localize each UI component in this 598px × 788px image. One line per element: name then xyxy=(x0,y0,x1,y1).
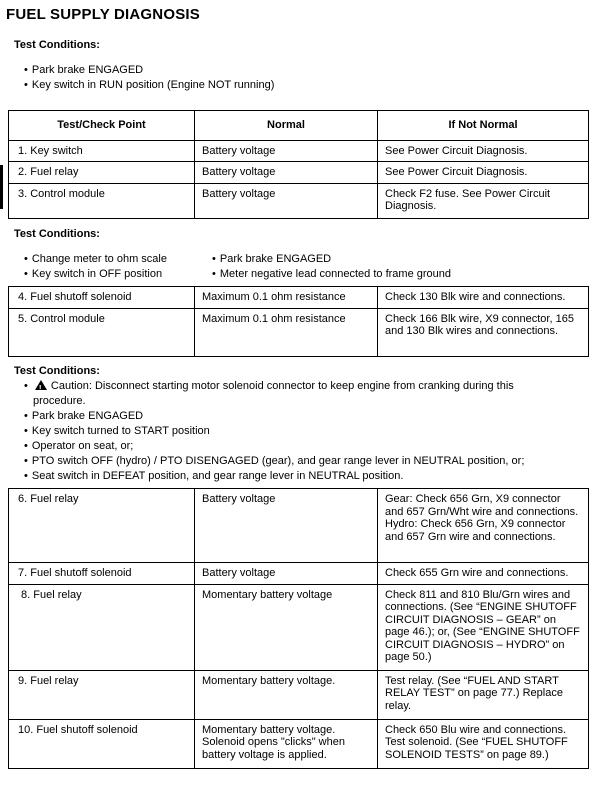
normal-cell: Maximum 0.1 ohm resistance xyxy=(195,308,378,356)
condition-item: • Operator on seat, or; xyxy=(24,439,580,454)
table-row xyxy=(9,670,589,719)
condition-item: • Meter negative lead connected to frame ground xyxy=(212,267,451,282)
caution-item xyxy=(24,379,580,409)
if-not-normal-cell: Check 166 Blk wire, X9 connector, 165 and 130 Blk wires and connections. xyxy=(378,308,589,356)
if-not-normal-cell: Check F2 fuse. See Power Circuit Diagnosis. xyxy=(378,183,589,218)
if-not-normal-cell: Test relay. (See “FUEL AND START RELAY TEST” on page 77.) Replace relay. xyxy=(378,670,589,719)
normal-cell: Battery voltage xyxy=(195,183,378,218)
test-conditions-heading-2: Test Conditions: xyxy=(14,228,100,240)
header-test-check-point: Test/Check Point xyxy=(9,111,195,141)
change-bar xyxy=(0,165,3,209)
test-conditions-heading-3: Test Conditions: xyxy=(14,365,100,377)
test-point-cell: 3. Control module xyxy=(9,183,195,218)
normal-cell: Battery voltage xyxy=(195,162,378,184)
table-row xyxy=(9,584,589,670)
condition-item: • Park brake ENGAGED xyxy=(212,252,451,267)
header-normal: Normal xyxy=(195,111,378,141)
warning-triangle-icon xyxy=(35,380,47,390)
table-row xyxy=(9,563,589,585)
if-not-normal-cell: Check 811 and 810 Blu/Grn wires and connections. (See “ENGINE SHUTOFF CIRCUIT DIAGNOSIS – GEAR” on page 46.); or, (See “ENGINE SHUTOFF CIRCUIT DIAGNOSIS – HYDRO” on page 50.) xyxy=(378,584,589,670)
test-point-cell: 10. Fuel shutoff solenoid xyxy=(9,719,195,768)
if-not-normal-cell: Check 655 Grn wire and connections. xyxy=(378,563,589,585)
table-row xyxy=(9,140,589,162)
normal-cell: Battery voltage xyxy=(195,563,378,585)
test-conditions-heading-1: Test Conditions: xyxy=(14,39,100,51)
diagnosis-table-2 xyxy=(8,286,589,357)
test-point-cell: 2. Fuel relay xyxy=(9,162,195,184)
normal-cell: Momentary battery voltage. xyxy=(195,670,378,719)
caution-text-continued: procedure. xyxy=(33,395,86,407)
table-row xyxy=(9,489,589,563)
normal-cell: Battery voltage xyxy=(195,140,378,162)
condition-item: • Key switch turned to START position xyxy=(24,424,580,439)
diagnosis-table-1 xyxy=(8,110,589,219)
table-row xyxy=(9,162,589,184)
test-conditions-list-2-left xyxy=(24,252,167,282)
if-not-normal-cell: Check 130 Blk wire and connections. xyxy=(378,287,589,309)
normal-cell: Maximum 0.1 ohm resistance xyxy=(195,287,378,309)
condition-item: • Seat switch in DEFEAT position, and gear range lever in NEUTRAL position. xyxy=(24,469,580,484)
test-conditions-list-1 xyxy=(24,63,274,93)
page-title: FUEL SUPPLY DIAGNOSIS xyxy=(6,6,200,23)
normal-cell: Momentary battery voltage. Solenoid opens "clicks" when battery voltage is applied. xyxy=(195,719,378,768)
condition-item: • Change meter to ohm scale xyxy=(24,252,167,267)
if-not-normal-cell: See Power Circuit Diagnosis. xyxy=(378,140,589,162)
condition-item: • Park brake ENGAGED xyxy=(24,409,580,424)
test-point-cell: 9. Fuel relay xyxy=(9,670,195,719)
diagnosis-table-3 xyxy=(8,488,589,769)
if-not-normal-cell: Gear: Check 656 Grn, X9 connector and 657 Grn/Wht wire and connections. Hydro: Check 656 Grn, X9 connector and 657 Grn wire and connections. xyxy=(378,489,589,563)
condition-item: • PTO switch OFF (hydro) / PTO DISENGAGED (gear), and gear range lever in NEUTRAL position, or; xyxy=(24,454,580,469)
header-if-not-normal: If Not Normal xyxy=(378,111,589,141)
test-point-cell: 8. Fuel relay xyxy=(9,584,195,670)
table-header-row xyxy=(9,111,589,141)
test-conditions-list-2-right xyxy=(212,252,451,282)
test-conditions-list-3 xyxy=(24,379,580,484)
table-row xyxy=(9,719,589,768)
test-point-cell: 7. Fuel shutoff solenoid xyxy=(9,563,195,585)
test-point-cell: 5. Control module xyxy=(9,308,195,356)
test-point-cell: 6. Fuel relay xyxy=(9,489,195,563)
if-not-normal-cell: See Power Circuit Diagnosis. xyxy=(378,162,589,184)
condition-item: • Key switch in RUN position (Engine NOT running) xyxy=(24,78,274,93)
test-point-cell: 4. Fuel shutoff solenoid xyxy=(9,287,195,309)
condition-item: • Park brake ENGAGED xyxy=(24,63,274,78)
test-point-cell: 1. Key switch xyxy=(9,140,195,162)
normal-cell: Battery voltage xyxy=(195,489,378,563)
table-row xyxy=(9,287,589,309)
table-row xyxy=(9,183,589,218)
caution-text: Caution: Disconnect starting motor solenoid connector to keep engine from cranking during this xyxy=(50,380,514,392)
normal-cell: Momentary battery voltage xyxy=(195,584,378,670)
table-row xyxy=(9,308,589,356)
condition-item: • Key switch in OFF position xyxy=(24,267,167,282)
if-not-normal-cell: Check 650 Blu wire and connections. Test solenoid. (See “FUEL SHUTOFF SOLENOID TESTS” on page 89.) xyxy=(378,719,589,768)
